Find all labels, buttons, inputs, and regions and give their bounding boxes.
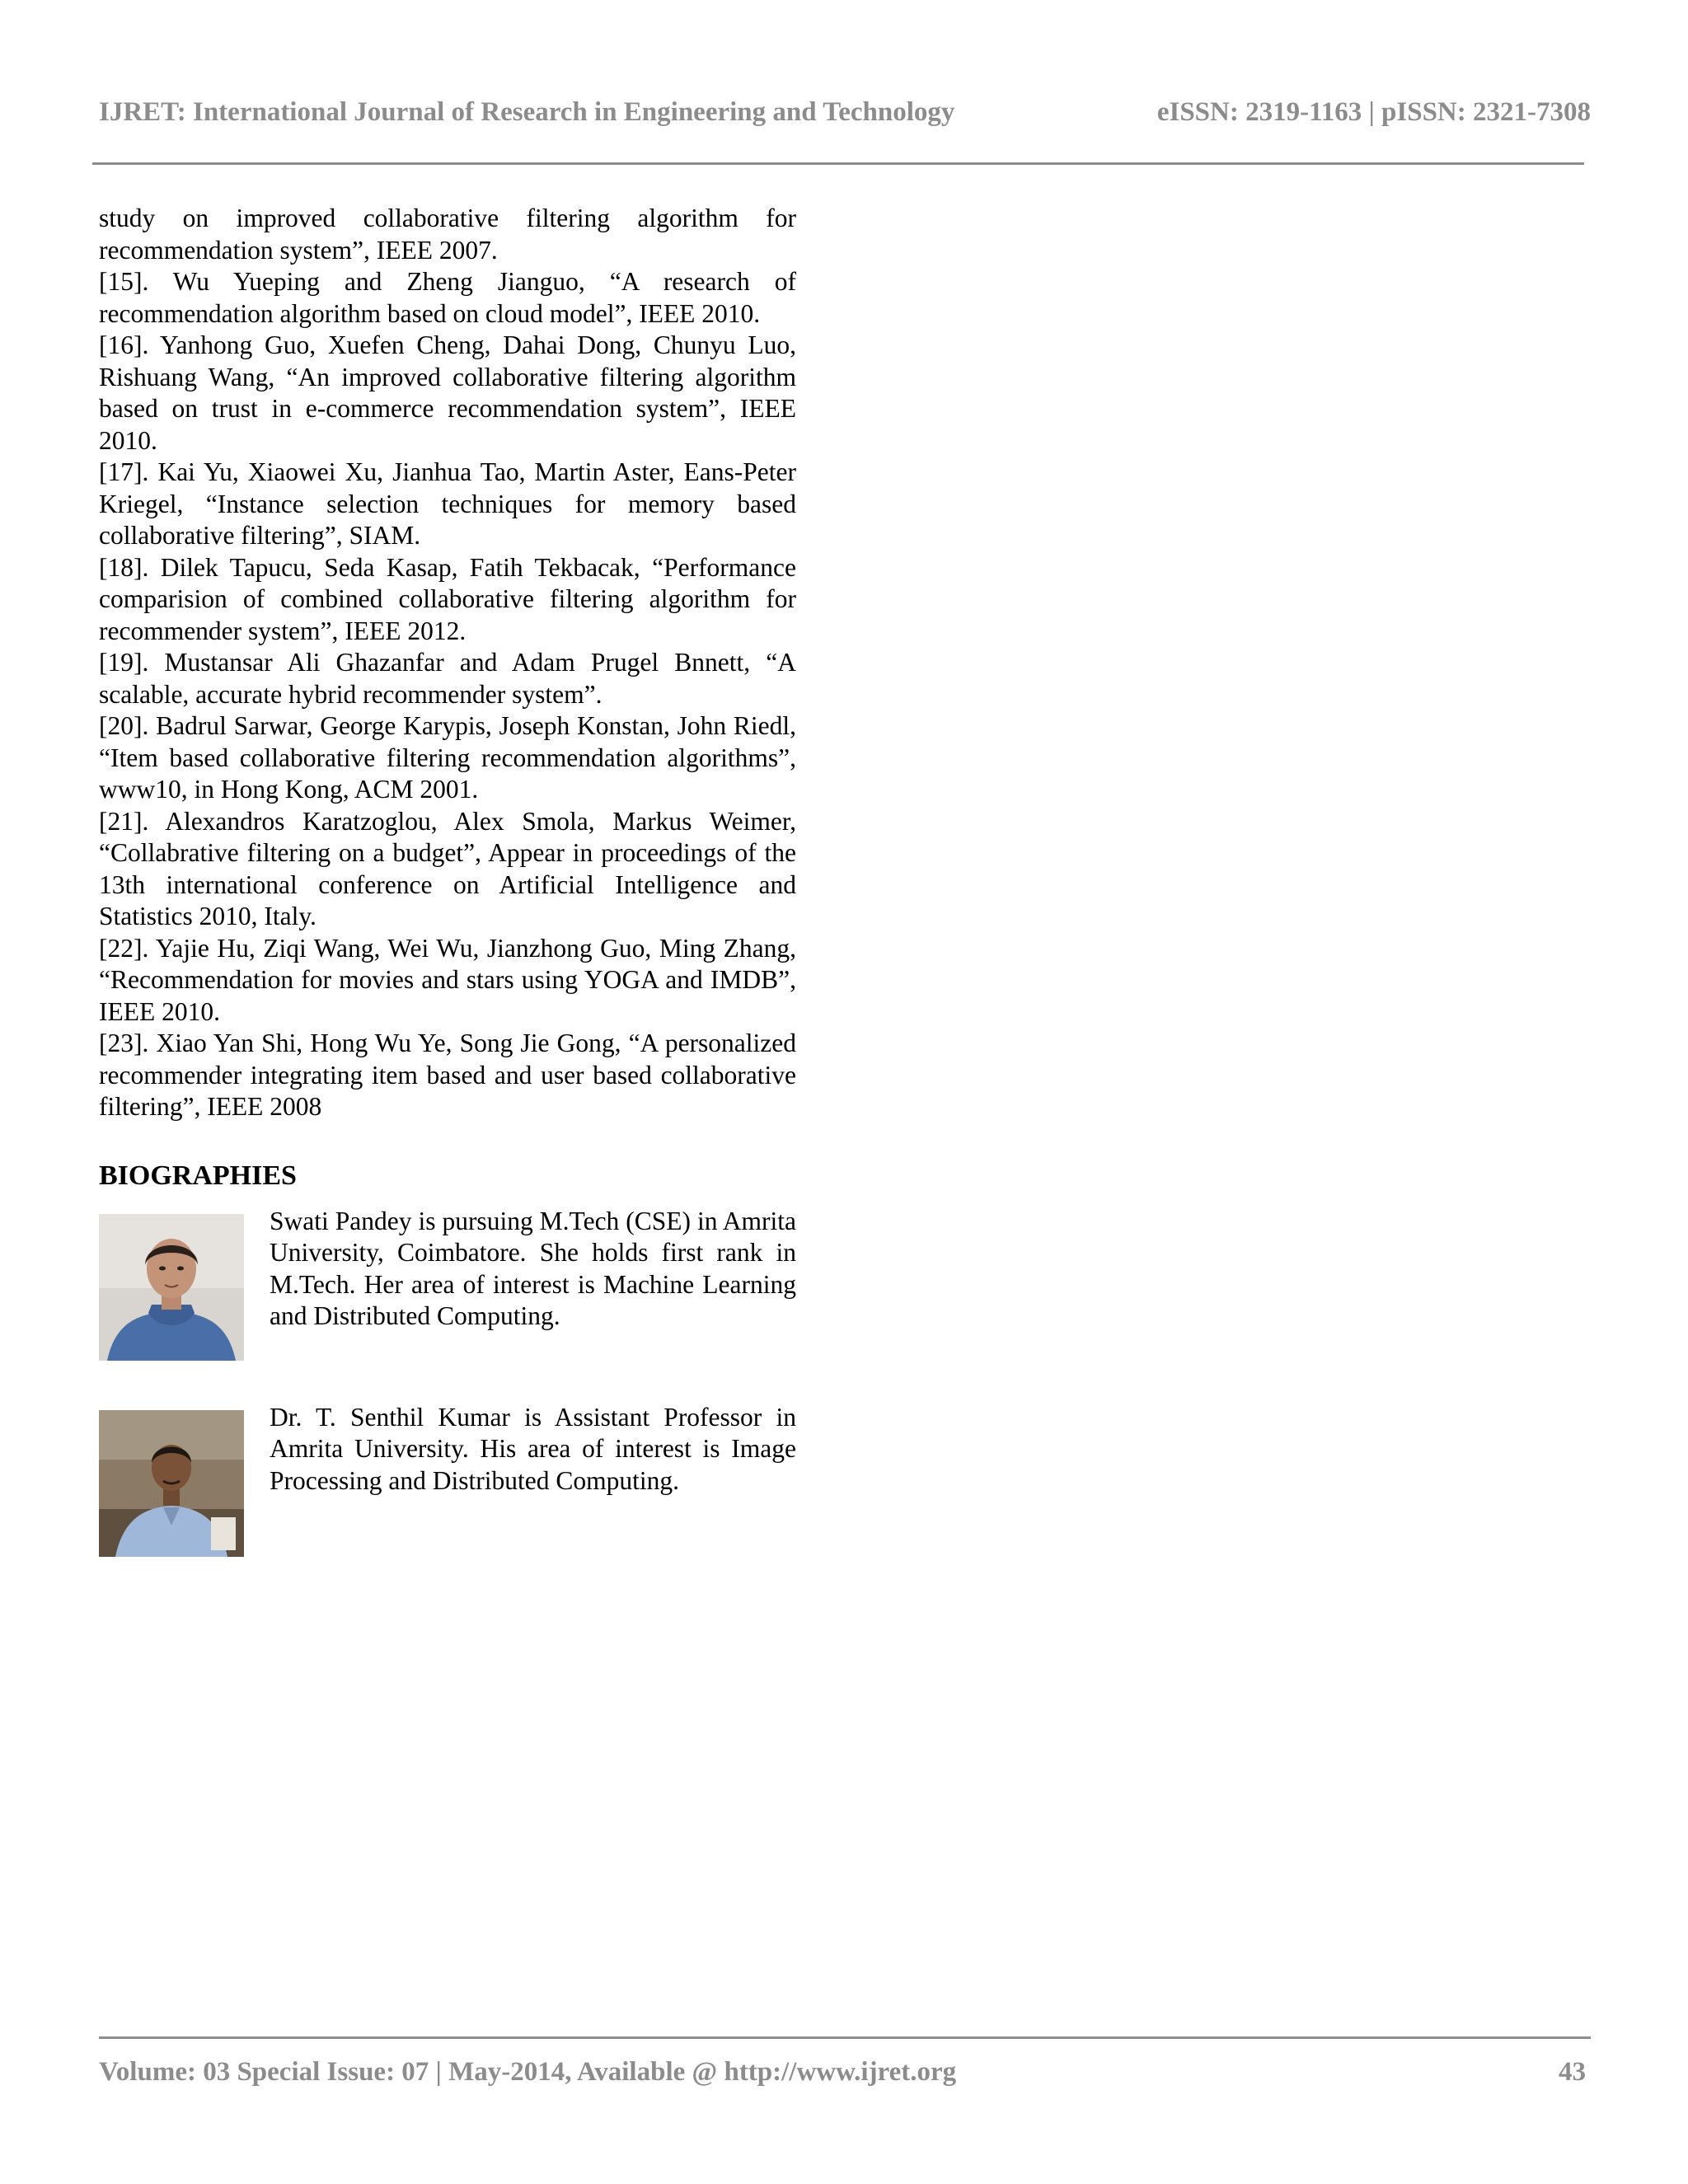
volume-info: Volume: 03 Special Issue: 07 | May-2014, Available @ http://www.ijret.org xyxy=(99,2057,957,2087)
reference-item: study on improved collaborative filtering algorithm for recommendation system”, IEEE 2007. xyxy=(99,204,796,265)
page-number: 43 xyxy=(1559,2057,1586,2087)
biographies-heading: BIOGRAPHIES xyxy=(99,1160,297,1191)
issn-label: eISSN: 2319-1163 | pISSN: 2321-7308 xyxy=(1156,97,1591,127)
biography-entry xyxy=(99,1206,796,1371)
biography-text: Swati Pandey is pursuing M.Tech (CSE) in Amrita University, Coimbatore. She holds first rank in M.Tech. Her area of interest is Machine Learning and Distributed Computing. xyxy=(270,1206,796,1330)
biography-text: Dr. T. Senthil Kumar is Assistant Professor in Amrita University. His area of interest is Image Processing and Distributed Computing. xyxy=(270,1402,796,1495)
page-header xyxy=(99,97,1591,138)
author-photo xyxy=(99,1214,244,1361)
reference-item: [22]. Yajie Hu, Ziqi Wang, Wei Wu, Jianzhong Guo, Ming Zhang, “Recommendation for movies and stars using YOGA and IMDB”, IEEE 2010. xyxy=(99,933,796,1026)
page-footer xyxy=(99,2057,1591,2093)
left-column xyxy=(99,203,796,1558)
reference-item: [20]. Badrul Sarwar, George Karypis, Joseph Konstan, John Riedl, “Item based collaborative filtering recommendation algorithms”, www10, in Hong Kong, ACM 2001. xyxy=(99,711,796,804)
author-photo xyxy=(99,1410,244,1557)
reference-item: [15]. Wu Yueping and Zheng Jianguo, “A research of recommendation algorithm based on cloud model”, IEEE 2010. xyxy=(99,267,796,328)
journal-title: IJRET: International Journal of Research in Engineering and Technology xyxy=(99,97,955,127)
reference-item: [19]. Mustansar Ali Ghazanfar and Adam Prugel Bnnett, “A scalable, accurate hybrid recommender system”. xyxy=(99,648,796,709)
biography-entry xyxy=(99,1402,796,1558)
reference-list xyxy=(99,203,796,1123)
reference-item: [17]. Kai Yu, Xiaowei Xu, Jianhua Tao, Martin Aster, Eans-Peter Kriegel, “Instance selection techniques for memory based collaborative filtering”, SIAM. xyxy=(99,457,796,550)
reference-item: [21]. Alexandros Karatzoglou, Alex Smola, Markus Weimer, “Collabrative filtering on a budget”, Appear in proceedings of the 13th international conference on Artificial Intelligence and Statistics 2010, Italy. xyxy=(99,806,796,930)
reference-item: [18]. Dilek Tapucu, Seda Kasap, Fatih Tekbacak, “Performance comparision of combined collaborative filtering algorithm for recommender system”, IEEE 2012. xyxy=(99,552,796,645)
reference-item: [16]. Yanhong Guo, Xuefen Cheng, Dahai Dong, Chunyu Luo, Rishuang Wang, “An improved collaborative filtering algorithm based on trust in e-commerce recommendation system”, IEEE 2010. xyxy=(99,330,796,455)
reference-item: [23]. Xiao Yan Shi, Hong Wu Ye, Song Jie Gong, “A personalized recommender integrating item based and user based collaborative filtering”, IEEE 2008 xyxy=(99,1029,796,1121)
header-divider xyxy=(92,162,1584,165)
footer-divider xyxy=(99,2036,1591,2039)
